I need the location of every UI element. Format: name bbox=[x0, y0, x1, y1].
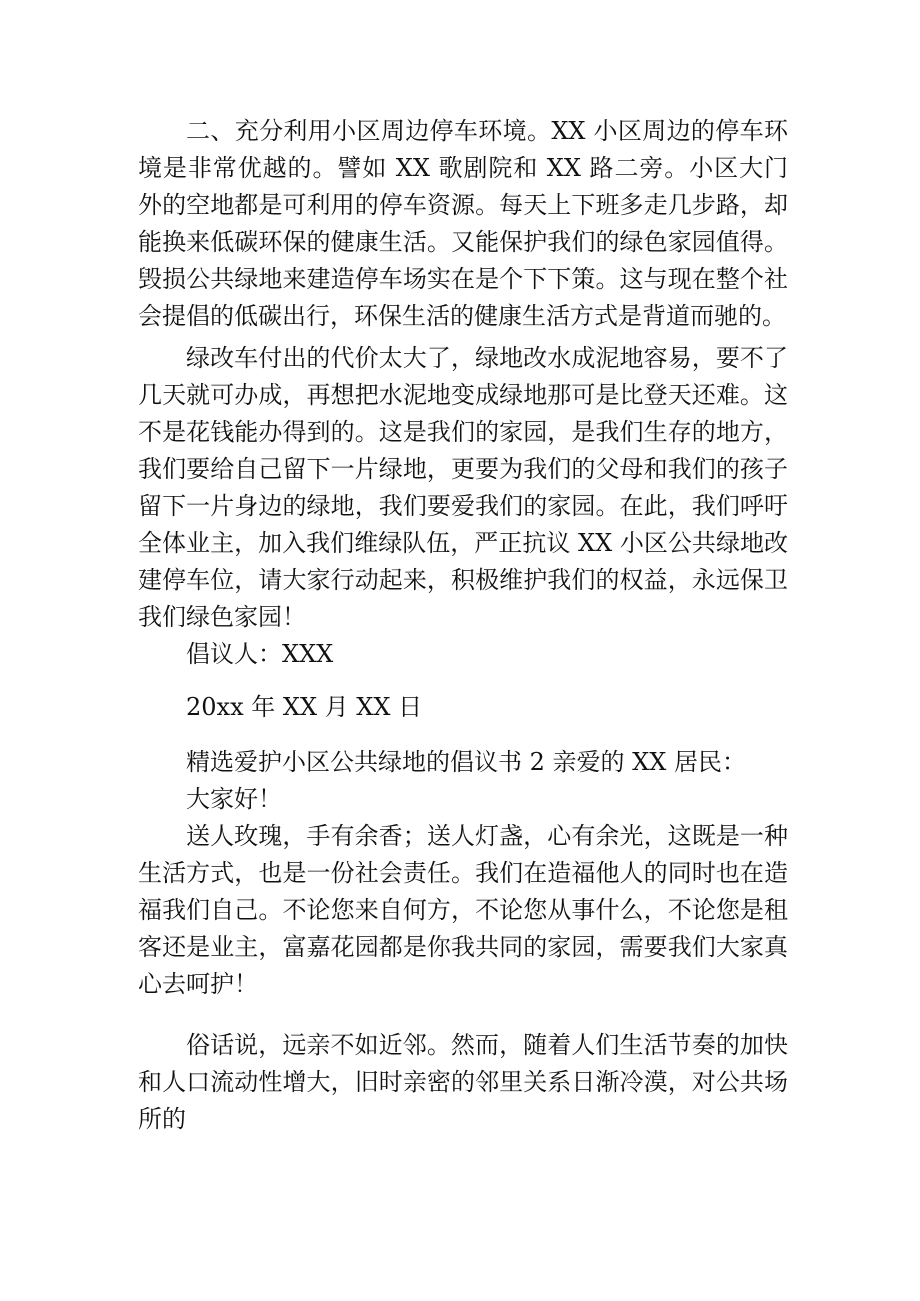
date-line: 20xx 年 XX 月 XX 日 bbox=[186, 693, 423, 721]
paragraph-parking-environment: 二、充分利用小区周边停车环境。XX 小区周边的停车环境是非常优越的。譬如 XX 歌剧院和 XX 路二旁。小区大门外的空地都是可利用的停车资源。每天上下班多走几步路，却能换来低碳环保的健康生活。又能保护我们的绿色家园值得。毁损公共绿地来建造停车场实在是个下下策。这与现在整个社会提倡的低碳出行，环保生活的健康生活方式是背道而驰的。 bbox=[138, 117, 788, 330]
proposal-title-line: 精选爱护小区公共绿地的倡议书 2 亲爱的 XX 居民： bbox=[186, 748, 746, 776]
paragraph-green-cost: 绿改车付出的代价太大了，绿地改水成泥地容易，要不了几天就可办成，再想把水泥地变成绿地那可是比登天还难。这不是花钱能办得到的。这是我们的家园，是我们生存的地方，我们要给自己留下一片绿地，更要为我们的父母和我们的孩子留下一片身边的绿地，我们要爱我们的家园。在此，我们呼吁全体业主，加入我们维绿队伍，严正抗议 XX 小区公共绿地改建停车位，请大家行动起来，积极维护我们的权益，永远保卫我们绿色家园！ bbox=[138, 344, 788, 631]
document-body bbox=[138, 113, 788, 1138]
greeting-line: 大家好！ bbox=[186, 785, 282, 813]
paragraph-roses-fragrance: 送人玫瑰，手有余香；送人灯盏，心有余光，这既是一种生活方式，也是一份社会责任。我们在造福他人的同时也在造福我们自己。不论您来自何方，不论您从事什么，不论您是租客还是业主，富嘉花园都是你我共同的家园，需要我们大家真心去呵护！ bbox=[138, 822, 788, 998]
signature-line: 倡议人：XXX bbox=[186, 640, 334, 668]
paragraph-neighbors: 俗话说，远亲不如近邻。然而，随着人们生活节奏的加快和人口流动性增大，旧时亲密的邻里关系日渐冷漠，对公共场所的 bbox=[138, 1031, 788, 1133]
